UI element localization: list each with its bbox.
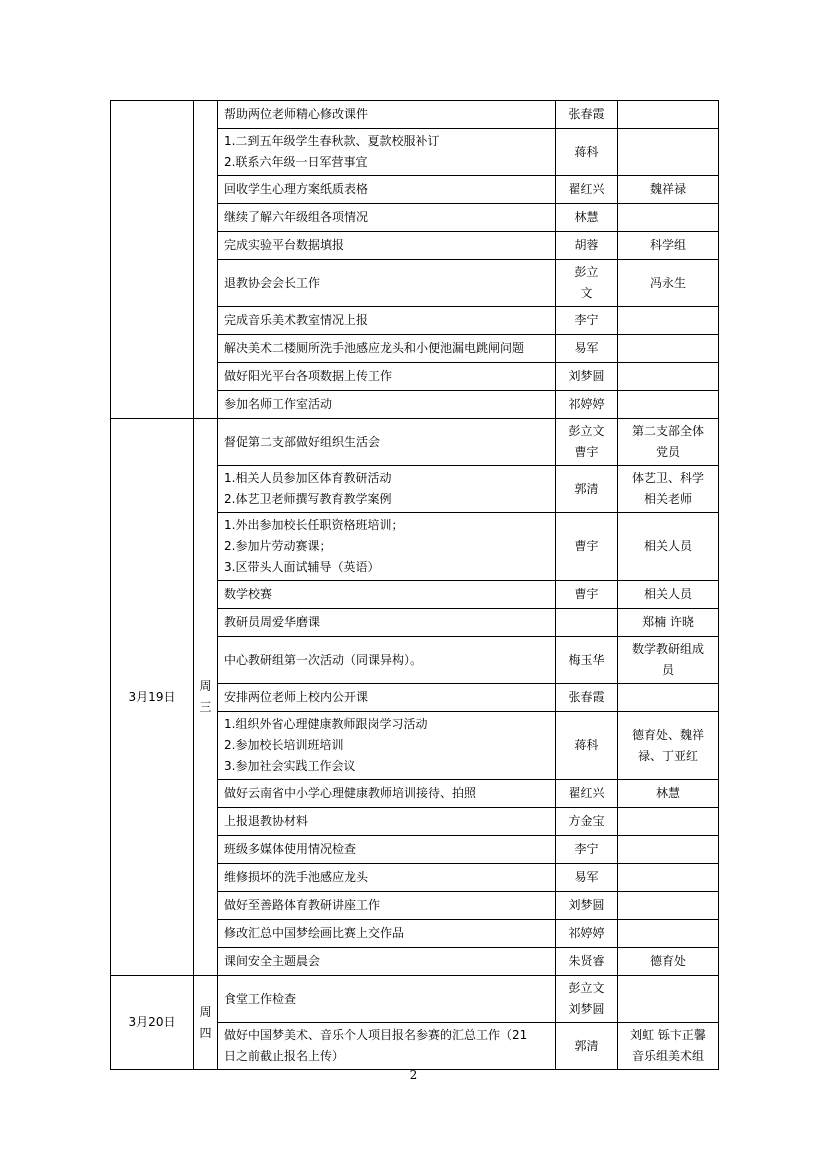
schedule-body bbox=[111, 101, 719, 1070]
date-cell: 3月19日 bbox=[111, 419, 194, 976]
work-item-cell-line: 做好阳光平台各项数据上传工作 bbox=[224, 369, 393, 383]
work-item-cell-line: 完成音乐美术教室情况上报 bbox=[224, 313, 369, 327]
responsible-person-cell-line: 易军 bbox=[574, 341, 599, 355]
work-item-cell-line: 参加名师工作室活动 bbox=[224, 397, 333, 411]
responsible-person-cell bbox=[556, 684, 618, 712]
assistant-cell bbox=[618, 204, 719, 232]
work-item-cell-line: 帮助两位老师精心修改课件 bbox=[224, 107, 369, 121]
responsible-person-cell-line: 朱贤睿 bbox=[568, 954, 605, 968]
page-number: 2 bbox=[409, 1068, 418, 1082]
work-item-cell bbox=[218, 684, 556, 712]
responsible-person-cell bbox=[556, 232, 618, 260]
assistant-cell bbox=[618, 335, 719, 363]
assistant-cell-line: 员 bbox=[661, 663, 674, 677]
work-item-cell bbox=[218, 836, 556, 864]
responsible-person-cell-line: 彭立 bbox=[574, 265, 599, 279]
work-item-cell-line: 中心教研组第一次活动（同课异构）。 bbox=[224, 652, 423, 667]
work-item-cell-line: 3.区带头人面试辅导（英语） bbox=[224, 560, 380, 574]
responsible-person-cell-line: 李宁 bbox=[574, 842, 599, 856]
responsible-person-cell-line: 曹宇 bbox=[574, 445, 599, 459]
assistant-cell bbox=[618, 232, 719, 260]
work-item-cell bbox=[218, 466, 556, 513]
assistant-cell-line: 相关人员 bbox=[643, 539, 692, 553]
work-item-cell-line: 2.参加片劳动赛课； bbox=[224, 539, 332, 553]
work-item-cell-line: 解决美术二楼厕所洗手池感应龙头和小便池漏电跳闸问题 bbox=[224, 341, 525, 355]
responsible-person-cell bbox=[556, 1023, 618, 1070]
work-item-cell bbox=[218, 307, 556, 335]
responsible-person-cell-line: 彭立文 bbox=[568, 424, 605, 438]
assistant-cell-line: 德育处 bbox=[649, 954, 686, 968]
assistant-cell bbox=[618, 864, 719, 892]
responsible-person-cell-line: 祁婷婷 bbox=[568, 397, 605, 411]
responsible-person-cell bbox=[556, 780, 618, 808]
responsible-person-cell-line: 曹宇 bbox=[574, 587, 599, 601]
assistant-cell bbox=[618, 260, 719, 307]
responsible-person-cell-line: 刘梦圆 bbox=[568, 898, 605, 912]
responsible-person-cell bbox=[556, 307, 618, 335]
responsible-person-cell bbox=[556, 129, 618, 176]
responsible-person-cell-line: 翟红兴 bbox=[568, 786, 605, 800]
table-row bbox=[111, 101, 719, 129]
work-item-cell-line: 教研员周爱华磨课 bbox=[224, 615, 321, 629]
weekday-cell bbox=[194, 101, 218, 419]
table-row bbox=[111, 976, 719, 1023]
assistant-cell-line: 刘虹 铄卞正馨 bbox=[630, 1028, 706, 1042]
responsible-person-cell-line: 胡蓉 bbox=[574, 238, 599, 252]
assistant-cell-line: 第二支部全体 bbox=[631, 424, 704, 438]
responsible-person-cell bbox=[556, 101, 618, 129]
work-item-cell bbox=[218, 581, 556, 609]
work-item-cell-line: 2.联系六年级一日军营事宜 bbox=[224, 155, 368, 169]
date-cell bbox=[111, 101, 194, 419]
responsible-person-cell-line: 蒋科 bbox=[574, 738, 599, 752]
weekday-cell bbox=[194, 976, 218, 1070]
responsible-person-cell bbox=[556, 609, 618, 637]
work-item-cell bbox=[218, 712, 556, 780]
responsible-person-cell-line: 张春霞 bbox=[568, 690, 605, 704]
assistant-cell-line: 数学教研组成 bbox=[631, 642, 704, 656]
assistant-cell-line: 科学组 bbox=[649, 238, 686, 252]
responsible-person-cell-line: 曹宇 bbox=[574, 539, 599, 553]
responsible-person-cell bbox=[556, 513, 618, 581]
weekday-cell-line: 周 bbox=[199, 1004, 212, 1019]
work-item-cell-line: 退教协会会长工作 bbox=[224, 275, 321, 290]
assistant-cell-line: 党员 bbox=[655, 445, 680, 459]
responsible-person-cell-line: 彭立文 bbox=[568, 981, 605, 995]
responsible-person-cell-line: 林慧 bbox=[574, 210, 599, 224]
work-item-cell-line: 继续了解六年级组各项情况 bbox=[224, 210, 369, 224]
work-item-cell-line: 3.参加社会实践工作会议 bbox=[224, 759, 356, 773]
assistant-cell bbox=[618, 808, 719, 836]
work-item-cell bbox=[218, 637, 556, 684]
assistant-cell bbox=[618, 637, 719, 684]
assistant-cell bbox=[618, 976, 719, 1023]
work-item-cell-line: 班级多媒体使用情况检查 bbox=[224, 842, 357, 856]
work-item-cell-line: 完成实验平台数据填报 bbox=[224, 238, 345, 252]
work-item-cell-line: 课间安全主题晨会 bbox=[224, 954, 321, 968]
responsible-person-cell bbox=[556, 260, 618, 307]
assistant-cell bbox=[618, 513, 719, 581]
assistant-cell-line: 林慧 bbox=[655, 786, 680, 800]
work-item-cell-line: 上报退教协材料 bbox=[224, 814, 309, 828]
responsible-person-cell bbox=[556, 204, 618, 232]
responsible-person-cell-line: 方金宝 bbox=[568, 814, 605, 828]
work-item-cell-line: 1.外出参加校长任职资格班培训； bbox=[224, 518, 404, 532]
assistant-cell bbox=[618, 609, 719, 637]
responsible-person-cell-line: 刘梦圆 bbox=[568, 1002, 605, 1016]
assistant-cell-line: 郑楠 许晓 bbox=[642, 615, 694, 629]
responsible-person-cell bbox=[556, 920, 618, 948]
assistant-cell bbox=[618, 712, 719, 780]
work-item-cell bbox=[218, 391, 556, 419]
work-item-cell-line: 1.二到五年级学生春秋款、夏款校服补订 bbox=[224, 134, 440, 148]
work-item-cell bbox=[218, 363, 556, 391]
assistant-cell bbox=[618, 307, 719, 335]
responsible-person-cell bbox=[556, 363, 618, 391]
responsible-person-cell-line: 翟红兴 bbox=[568, 182, 605, 196]
weekday-cell-line: 四 bbox=[199, 1025, 212, 1040]
assistant-cell-line: 体艺卫、科学 bbox=[631, 471, 704, 485]
assistant-cell bbox=[618, 780, 719, 808]
date-cell: 3月20日 bbox=[111, 976, 194, 1070]
assistant-cell-line: 魏祥禄 bbox=[649, 182, 686, 196]
assistant-cell bbox=[618, 1023, 719, 1070]
work-item-cell bbox=[218, 260, 556, 307]
responsible-person-cell-line: 刘梦圆 bbox=[568, 369, 605, 383]
work-item-cell-line: 日之前截止报名上传） bbox=[224, 1049, 345, 1063]
work-item-cell-line: 1.相关人员参加区体育教研活动 bbox=[224, 471, 392, 485]
responsible-person-cell bbox=[556, 836, 618, 864]
assistant-cell bbox=[618, 419, 719, 466]
work-item-cell bbox=[218, 129, 556, 176]
responsible-person-cell-line: 梅玉华 bbox=[568, 652, 605, 667]
responsible-person-cell bbox=[556, 335, 618, 363]
responsible-person-cell-line: 易军 bbox=[574, 870, 599, 884]
work-item-cell bbox=[218, 609, 556, 637]
assistant-cell bbox=[618, 101, 719, 129]
table-row bbox=[111, 419, 719, 466]
work-item-cell-line: 做好至善路体育教研讲座工作 bbox=[224, 898, 381, 912]
assistant-cell-line: 冯永生 bbox=[649, 275, 686, 290]
assistant-cell bbox=[618, 836, 719, 864]
assistant-cell bbox=[618, 581, 719, 609]
responsible-person-cell bbox=[556, 976, 618, 1023]
work-item-cell bbox=[218, 101, 556, 129]
schedule-table bbox=[110, 100, 719, 1070]
work-item-cell bbox=[218, 204, 556, 232]
assistant-cell-line: 德育处、魏祥 bbox=[631, 727, 704, 742]
assistant-cell-line: 禄、丁亚红 bbox=[637, 748, 698, 763]
responsible-person-cell bbox=[556, 712, 618, 780]
responsible-person-cell bbox=[556, 864, 618, 892]
responsible-person-cell-line: 祁婷婷 bbox=[568, 926, 605, 940]
responsible-person-cell bbox=[556, 637, 618, 684]
work-item-cell-line: 修改汇总中国梦绘画比赛上交作品 bbox=[224, 926, 405, 940]
responsible-person-cell bbox=[556, 176, 618, 204]
work-item-cell-line: 2.体艺卫老师撰写教育教学案例 bbox=[224, 492, 392, 506]
work-item-cell bbox=[218, 335, 556, 363]
responsible-person-cell-line: 郭清 bbox=[574, 481, 599, 496]
assistant-cell bbox=[618, 892, 719, 920]
assistant-cell-line: 相关老师 bbox=[643, 492, 692, 506]
work-item-cell-line: 数学校赛 bbox=[224, 587, 273, 601]
work-item-cell bbox=[218, 920, 556, 948]
work-item-cell bbox=[218, 513, 556, 581]
work-item-cell bbox=[218, 176, 556, 204]
work-item-cell bbox=[218, 232, 556, 260]
assistant-cell bbox=[618, 363, 719, 391]
responsible-person-cell-line: 李宁 bbox=[574, 313, 599, 327]
responsible-person-cell bbox=[556, 808, 618, 836]
assistant-cell bbox=[618, 948, 719, 976]
work-item-cell-line: 1.组织外省心理健康教师跟岗学习活动 bbox=[224, 717, 428, 731]
work-item-cell-line: 维修损坏的洗手池感应龙头 bbox=[224, 870, 369, 884]
responsible-person-cell-line: 郭清 bbox=[574, 1038, 599, 1053]
assistant-cell bbox=[618, 129, 719, 176]
weekday-cell-line: 三 bbox=[199, 700, 212, 714]
assistant-cell bbox=[618, 920, 719, 948]
weekday-cell bbox=[194, 419, 218, 976]
work-item-cell-line: 回收学生心理方案纸质表格 bbox=[224, 182, 369, 196]
responsible-person-cell bbox=[556, 581, 618, 609]
responsible-person-cell bbox=[556, 419, 618, 466]
work-item-cell-line: 食堂工作检查 bbox=[224, 991, 297, 1006]
work-item-cell bbox=[218, 892, 556, 920]
responsible-person-cell bbox=[556, 892, 618, 920]
responsible-person-cell bbox=[556, 948, 618, 976]
work-item-cell bbox=[218, 419, 556, 466]
responsible-person-cell-line: 蒋科 bbox=[574, 144, 599, 159]
work-item-cell bbox=[218, 1023, 556, 1070]
responsible-person-cell-line: 张春霞 bbox=[568, 107, 605, 121]
work-item-cell bbox=[218, 864, 556, 892]
assistant-cell-line: 音乐组美术组 bbox=[631, 1049, 704, 1063]
assistant-cell bbox=[618, 176, 719, 204]
responsible-person-cell bbox=[556, 466, 618, 513]
responsible-person-cell-line: 文 bbox=[580, 286, 593, 300]
work-item-cell-line: 做好云南省中小学心理健康教师培训接待、拍照 bbox=[224, 786, 477, 800]
work-item-cell-line: 做好中国梦美术、音乐个人项目报名参赛的汇总工作（21 bbox=[224, 1028, 528, 1042]
work-item-cell bbox=[218, 808, 556, 836]
assistant-cell bbox=[618, 391, 719, 419]
work-item-cell bbox=[218, 948, 556, 976]
work-item-cell-line: 安排两位老师上校内公开课 bbox=[224, 690, 369, 704]
work-item-cell bbox=[218, 976, 556, 1023]
assistant-cell bbox=[618, 684, 719, 712]
responsible-person-cell bbox=[556, 391, 618, 419]
work-item-cell bbox=[218, 780, 556, 808]
assistant-cell bbox=[618, 466, 719, 513]
weekday-cell-line: 周 bbox=[199, 679, 212, 693]
work-item-cell-line: 督促第二支部做好组织生活会 bbox=[224, 434, 381, 449]
assistant-cell-line: 相关人员 bbox=[643, 587, 692, 601]
work-item-cell-line: 2.参加校长培训班培训 bbox=[224, 738, 344, 752]
